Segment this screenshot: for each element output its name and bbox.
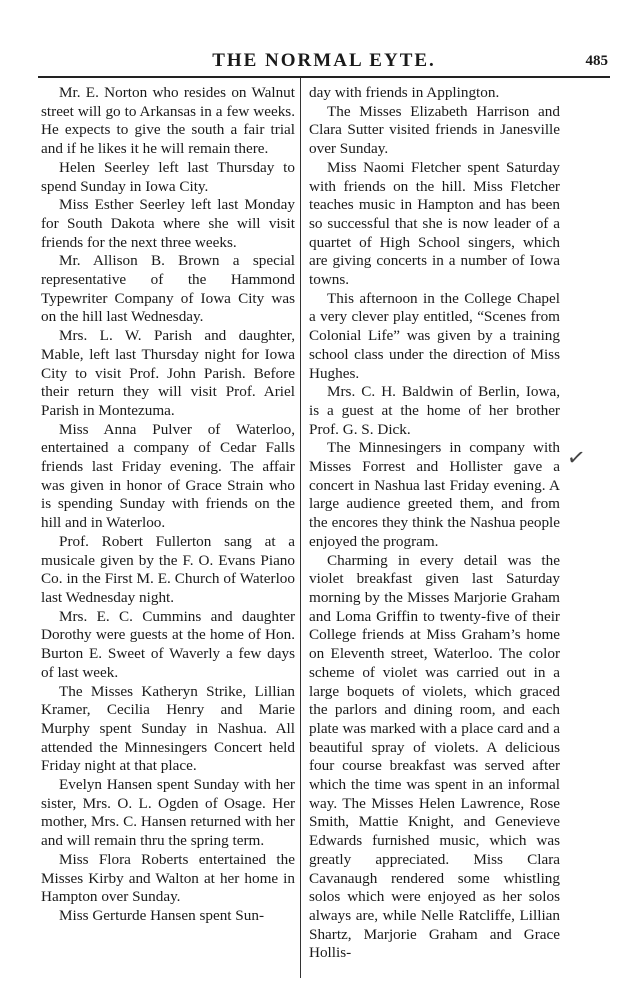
paragraph: Miss Flora Roberts entertained the Misses Kirby and Walton at her home in Hampton over Sunday. — [41, 850, 295, 906]
paragraph: Mr. Allison B. Brown a special representative of the Hammond Typewriter Company of Iowa City was on the hill last Wednesday. — [41, 252, 295, 326]
paragraph: Mrs. C. H. Baldwin of Berlin, Iowa, is a guest at the home of her brother Prof. G. S. Dick. — [309, 383, 560, 438]
paragraph: Evelyn Hansen spent Sunday with her sister, Mrs. O. L. Ogden of Osage. Her mother, Mrs. C. Hansen returned with her and will remain thru the spring term. — [41, 776, 295, 850]
continued-paragraph: day with friends in Applington. — [309, 84, 500, 101]
paragraph: Mr. E. Norton who resides on Walnut street will go to Arkansas in a few weeks. He expects to give the south a fair trial and if he likes it he will remain there. — [41, 84, 295, 158]
paragraph: The Minnesingers in company with Misses Forrest and Hollister gave a concert in Nashua last Friday evening. A large audience greeted them, and from the encores they think the Nashua people enjoyed the program. — [309, 439, 560, 550]
paragraph: Miss Esther Seerley left last Monday for South Dakota where she will visit friends for the next three weeks. — [41, 196, 295, 251]
right-column — [309, 84, 560, 963]
paragraph: Mrs. E. C. Cummins and daughter Dorothy were guests at the home of Hon. Burton E. Sweet of Waverly a few days of last week. — [41, 607, 295, 681]
publication-title: THE NORMAL EYTE. — [212, 50, 436, 71]
check-mark-icon: ✓ — [565, 443, 588, 472]
paragraph: The Misses Katheryn Strike, Lillian Kramer, Cecilia Henry and Marie Murphy spent Sunday in Nashua. All attended the Minnesingers Concert held Friday night at that place. — [41, 682, 295, 775]
paragraph: Miss Anna Pulver of Waterloo, entertained a company of Cedar Falls friends last Friday evening. The affair was given in honor of Grace Strain who is spending Sunday with friends on the hill and in Waterloo. — [41, 420, 295, 532]
paragraph: Mrs. L. W. Parish and daughter, Mable, left last Thursday night for Iowa City to visit Prof. John Parish. Before their return they will visit Prof. Ariel Parish in Montezuma. — [41, 327, 295, 419]
page-header — [38, 50, 610, 74]
paragraph: Miss Gerturde Hansen spent Sun- — [59, 906, 265, 924]
paragraph: This afternoon in the College Chapel a very clever play entitled, “Scenes from Colonial Life” was given by a training school class under the direction of Miss Hughes. — [309, 289, 560, 382]
paragraph: The Misses Elizabeth Harrison and Clara Sutter visited friends in Janesville over Sunday. — [309, 102, 560, 158]
paragraph: Miss Naomi Fletcher spent Saturday with friends on the hill. Miss Fletcher teaches music in Hampton and has been so successful that she is now leader of a quartet of High School singers, which are giving concerts in a number of Iowa towns. — [309, 158, 560, 289]
header-rule — [38, 76, 610, 78]
left-column — [41, 84, 295, 926]
column-divider — [300, 78, 301, 978]
page-number: 485 — [585, 53, 608, 69]
paragraph: Helen Seerley left last Thursday to spend Sunday in Iowa City. — [41, 158, 295, 195]
paragraph: Prof. Robert Fullerton sang at a musicale given by the F. O. Evans Piano Co. in the First M. E. Church of Waterloo last Wednesday night. — [41, 532, 295, 606]
paragraph: Charming in every detail was the violet breakfast given last Saturday morning by the Misses Marjorie Graham and Loma Griffin to twenty-five of their College friends at Miss Graham’s home on Eleventh street, Waterloo. The color scheme of violet was carried out in a large boquets of violets, which graced the parlors and dining room, and each plate was marked with a place card and a beautiful spray of violets. A delicious four course breakfast was served after which the time was spent in an informal way. The Misses Helen Lawrence, Rose Smith, Mattie Knight, and Genevieve Edwards furnished music, which was greatly appreciated. Miss Clara Cavanaugh rendered some whistling solos which were enjoyed as her solos always are, while Nelle Ratcliffe, Lillian Shartz, Marjorie Graham and Grace Hollis- — [309, 551, 560, 962]
